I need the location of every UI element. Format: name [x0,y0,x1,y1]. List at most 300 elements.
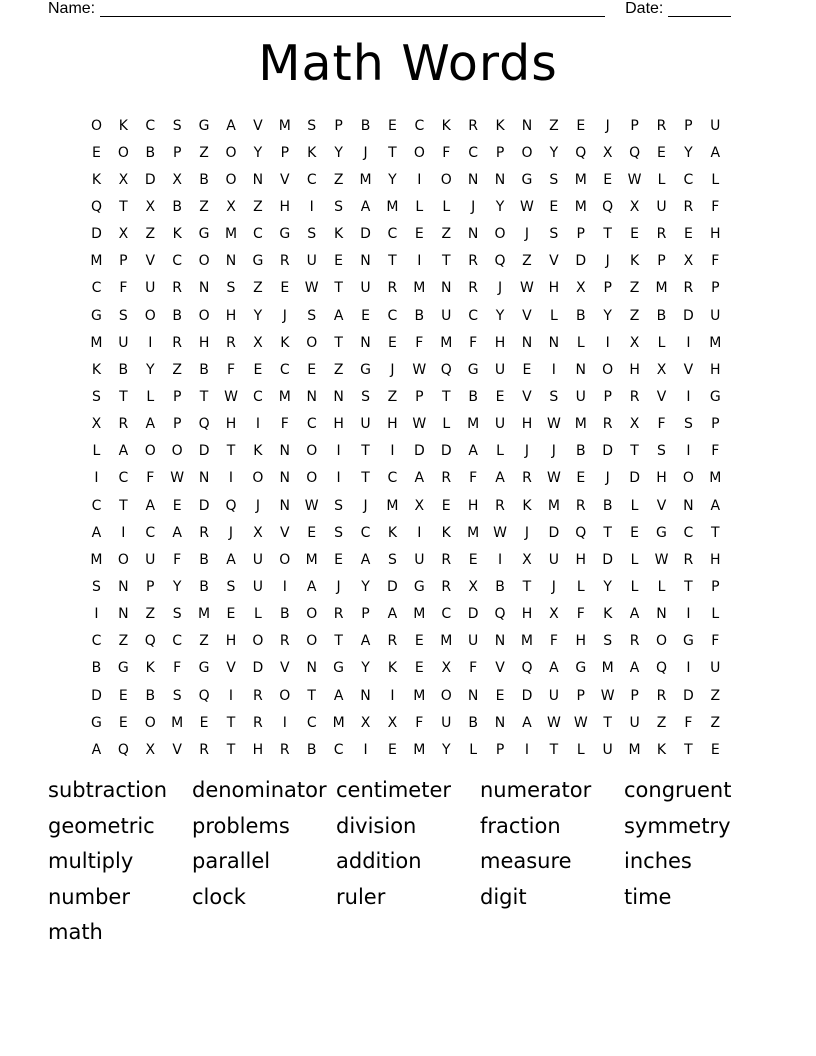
grid-letter: N [467,687,479,704]
grid-letter: T [307,687,316,704]
grid-letter: D [360,226,371,243]
grid-letter: A [549,660,559,677]
grid-letter: S [172,606,182,623]
grid-letter: G [709,388,721,405]
grid-letter: C [468,144,479,161]
grid-letter: I [417,171,422,188]
grid-letter: J [524,226,530,243]
grid-letter: Z [145,606,156,623]
grid-letter: M [413,687,426,704]
grid-letter: Y [388,171,397,188]
grid-letter: T [441,388,451,405]
grid-letter: Z [387,388,398,405]
grid-letter: N [494,171,506,188]
grid-letter: B [656,307,667,324]
grid-letter: S [172,687,182,704]
grid-letter: F [173,551,182,568]
grid-letter: W [546,714,561,731]
grid-letter: C [306,714,317,731]
grid-letter: H [548,280,560,297]
grid-letter: K [172,226,182,243]
grid-letter: Z [172,361,182,378]
grid-letter: Q [575,524,587,541]
grid-letter: C [118,470,129,487]
grid-letter: V [280,171,290,188]
grid-letter: N [521,117,533,134]
grid-letter: E [307,524,317,541]
grid-letter: P [684,117,693,134]
grid-letter: X [629,416,640,433]
grid-letter: N [279,470,291,487]
grid-letter: U [548,551,559,568]
grid-letter: F [173,660,182,677]
grid-letter: E [468,551,478,568]
grid-letter: L [657,334,666,351]
grid-letter: A [118,443,129,460]
grid-letter: X [522,551,532,568]
grid-letter: E [414,633,424,650]
grid-letter: X [226,198,236,215]
grid-letter: S [307,226,317,243]
grid-letter: T [388,144,397,161]
grid-letter: P [172,144,182,161]
grid-letter: I [686,606,691,623]
word-bank-item: centimeter [336,778,452,802]
grid-letter: N [467,171,479,188]
grid-letter: N [198,470,210,487]
grid-letter: M [547,497,560,514]
grid-letter: W [627,171,642,188]
grid-letter: R [495,497,505,514]
grid-letter: U [441,714,452,731]
grid-letter: O [171,443,183,460]
grid-letter: L [496,443,504,460]
grid-letter: B [145,687,156,704]
grid-letter: I [417,524,422,541]
grid-letter: K [656,741,667,758]
grid-letter: S [226,280,236,297]
grid-letter: G [333,660,345,677]
grid-letter: U [548,687,559,704]
grid-letter: R [683,551,694,568]
grid-letter: R [118,416,129,433]
grid-letter: L [630,578,639,595]
grid-letter: J [605,253,610,270]
grid-letter: B [575,307,586,324]
grid-letter: J [497,280,503,297]
grid-letter: B [575,443,586,460]
grid-letter: K [334,226,344,243]
grid-letter: B [199,551,209,568]
grid-letter: T [226,741,236,758]
grid-letter: C [306,416,317,433]
grid-letter: M [628,741,641,758]
grid-letter: V [253,117,263,134]
grid-letter: B [199,578,209,595]
word-bank-item: geometric [48,813,155,838]
grid-letter: Y [361,578,370,595]
grid-letter: P [711,416,720,433]
grid-letter: J [336,578,341,595]
grid-letter: J [228,524,234,541]
grid-letter: S [361,388,370,405]
grid-letter: X [549,606,559,623]
grid-letter: C [468,307,479,324]
grid-letter: W [654,551,669,568]
grid-letter: R [656,117,667,134]
grid-letter: I [336,443,341,460]
grid-letter: N [118,606,129,623]
grid-letter: P [711,280,720,297]
grid-letter: C [91,280,102,297]
grid-letter: X [360,714,371,731]
grid-letter: P [657,253,666,270]
grid-letter: U [710,307,721,324]
grid-letter: O [225,171,237,188]
grid-letter: F [711,253,720,270]
grid-letter: C [441,606,452,623]
grid-letter: Y [361,660,370,677]
grid-letter: K [91,361,102,378]
grid-letter: O [602,361,614,378]
grid-letter: Q [198,416,210,433]
grid-letter: R [468,280,478,297]
grid-letter: X [575,280,586,297]
grid-letter: E [576,117,586,134]
grid-letter: U [118,334,129,351]
grid-letter: M [278,388,291,405]
grid-letter: T [334,280,343,297]
grid-letter: K [495,117,505,134]
grid-letter: Z [253,198,263,215]
grid-letter: I [686,660,691,677]
grid-letter: V [172,741,182,758]
grid-letter: S [307,117,317,134]
grid-letter: E [361,307,370,324]
grid-letter: R [333,606,344,623]
grid-letter: N [306,660,317,677]
grid-letter: H [333,416,344,433]
grid-letter: B [468,388,478,405]
grid-letter: M [90,334,103,351]
grid-letter: N [494,714,506,731]
grid-letter: R [602,416,613,433]
word-bank [48,778,768,956]
grid-letter: T [684,578,693,595]
grid-letter: R [629,388,640,405]
grid-letter: I [282,578,287,595]
grid-letter: Z [199,198,209,215]
grid-letter: X [91,416,102,433]
grid-letter: V [522,388,532,405]
grid-letter: T [226,443,236,460]
grid-letter: M [520,633,533,650]
grid-letter: V [495,660,505,677]
grid-letter: H [225,416,237,433]
grid-letter: N [306,388,317,405]
grid-letter: A [360,198,371,215]
grid-letter: Q [521,660,533,677]
grid-letter: J [363,144,368,161]
grid-letter: A [145,497,156,514]
grid-letter: R [441,551,452,568]
grid-letter: M [601,660,614,677]
grid-letter: E [630,524,639,541]
grid-letter: O [90,117,102,134]
grid-letter: I [336,470,341,487]
grid-letter: R [387,633,398,650]
grid-letter: L [576,334,585,351]
grid-letter: U [360,416,371,433]
grid-letter: I [228,470,234,487]
grid-letter: O [306,633,318,650]
grid-letter: O [306,334,318,351]
grid-letter: T [388,253,397,270]
grid-letter: R [522,470,532,487]
grid-letter: H [252,741,264,758]
grid-letter: N [656,606,667,623]
grid-letter: Z [199,144,209,161]
grid-letter: U [710,117,721,134]
grid-letter: R [279,633,290,650]
grid-letter: X [118,171,129,188]
grid-letter: T [522,578,532,595]
grid-letter: R [441,578,452,595]
grid-letter: Q [629,144,641,161]
grid-letter: Y [603,307,612,324]
grid-letter: P [146,578,155,595]
grid-letter: T [361,443,370,460]
grid-letter: X [683,253,694,270]
grid-letter: P [172,416,182,433]
grid-letter: X [468,578,478,595]
grid-letter: T [549,741,559,758]
grid-letter: C [172,633,183,650]
grid-letter: U [252,578,264,595]
grid-letter: E [414,660,424,677]
grid-letter: F [657,416,666,433]
grid-letter: G [198,117,210,134]
grid-letter: H [575,551,587,568]
grid-letter: O [306,443,318,460]
grid-letter: M [467,416,480,433]
grid-letter: M [709,334,722,351]
grid-letter: I [255,416,260,433]
grid-letter: P [280,144,290,161]
grid-letter: F [469,470,478,487]
grid-letter: O [279,551,291,568]
grid-letter: Y [253,307,263,324]
grid-letter: E [387,334,397,351]
word-bank-item: number [48,884,130,909]
grid-letter: O [521,144,533,161]
grid-letter: N [467,226,479,243]
grid-letter: R [253,714,263,731]
grid-letter: U [306,253,317,270]
grid-letter: G [521,171,533,188]
grid-letter: D [683,307,694,324]
grid-letter: K [441,524,451,541]
grid-letter: R [172,334,183,351]
grid-letter: D [548,524,560,541]
grid-letter: Q [655,660,667,677]
grid-letter: J [551,578,556,595]
grid-letter: H [225,633,237,650]
grid-letter: R [253,687,263,704]
grid-letter: G [252,253,264,270]
grid-letter: I [94,606,99,623]
grid-letter: W [520,198,534,215]
grid-letter: M [198,606,211,623]
grid-letter: J [605,470,610,487]
word-bank-item: time [624,884,672,909]
grid-letter: J [524,443,530,460]
grid-letter: L [711,606,720,623]
grid-letter: X [414,497,425,514]
grid-letter: L [92,443,101,460]
grid-letter: L [415,198,424,215]
grid-letter: D [575,253,587,270]
grid-letter: J [390,361,395,378]
worksheet-header [48,0,740,20]
grid-letter: D [198,497,210,514]
grid-letter: T [684,741,693,758]
grid-letter: V [280,524,290,541]
grid-letter: T [119,388,128,405]
grid-letter: C [387,226,398,243]
grid-letter: G [198,226,210,243]
grid-letter: I [148,334,153,351]
grid-letter: N [279,497,291,514]
page-title: Math Words [258,35,558,92]
grid-letter: G [656,524,667,541]
word-bank-item: inches [624,849,692,874]
grid-letter: C [91,497,102,514]
grid-letter: U [575,388,586,405]
grid-letter: D [387,578,398,595]
word-bank-item: parallel [192,849,271,874]
grid-letter: M [278,117,291,134]
grid-letter: Q [90,198,102,215]
grid-letter: M [386,497,399,514]
grid-letter: L [146,388,155,405]
grid-letter: F [280,416,289,433]
grid-letter: Q [575,144,587,161]
grid-letter: I [551,361,556,378]
grid-letter: J [605,117,610,134]
grid-letter: C [279,361,290,378]
grid-letter: I [390,443,395,460]
grid-letter: A [522,714,532,731]
grid-letter: Z [522,253,532,270]
grid-letter: A [710,144,721,161]
grid-letter: R [656,226,667,243]
grid-letter: K [118,117,128,134]
grid-letter: A [360,551,371,568]
grid-letter: B [468,714,478,731]
grid-letter: Q [440,361,452,378]
grid-letter: Q [602,198,614,215]
grid-letter: S [387,551,397,568]
grid-letter: C [172,253,183,270]
grid-letter: Z [333,361,344,378]
grid-letter: D [602,443,614,460]
grid-letter: V [522,307,532,324]
grid-letter: X [387,714,398,731]
grid-letter: S [657,443,666,460]
grid-letter: M [574,416,587,433]
grid-letter: A [333,307,344,324]
grid-letter: N [252,171,264,188]
grid-letter: Y [495,198,505,215]
grid-letter: K [387,524,398,541]
grid-letter: I [686,388,691,405]
grid-letter: P [172,388,182,405]
grid-letter: N [548,334,560,351]
grid-letter: T [711,524,720,541]
grid-letter: W [573,714,588,731]
grid-letter: F [549,633,558,650]
grid-letter: E [387,117,397,134]
grid-letter: E [387,741,397,758]
grid-letter: W [412,416,427,433]
grid-letter: D [252,660,264,677]
grid-letter: X [145,198,156,215]
grid-letter: Q [198,687,210,704]
grid-letter: Y [495,307,505,324]
grid-letter: U [602,741,613,758]
grid-letter: E [253,361,263,378]
grid-letter: C [387,470,398,487]
grid-letter: H [198,334,210,351]
grid-letter: R [656,687,667,704]
grid-letter: Z [441,226,452,243]
grid-letter: G [117,660,129,677]
grid-letter: F [119,280,128,297]
word-bank-item: multiply [48,849,134,874]
grid-letter: C [306,171,317,188]
grid-letter: M [359,171,372,188]
grid-letter: L [576,578,585,595]
grid-letter: B [602,497,613,514]
grid-letter: E [657,144,666,161]
grid-letter: B [279,606,290,623]
grid-letter: G [198,660,210,677]
grid-letter: C [360,524,371,541]
grid-letter: U [494,361,506,378]
grid-letter: W [520,280,534,297]
grid-letter: M [440,334,453,351]
grid-letter: N [360,334,371,351]
grid-letter: A [414,470,425,487]
grid-letter: C [253,388,263,405]
grid-letter: A [468,443,478,460]
grid-letter: I [605,334,610,351]
grid-letter: B [172,198,182,215]
grid-letter: C [683,171,694,188]
grid-letter: W [546,416,561,433]
grid-letter: A [629,606,640,623]
grid-letter: R [468,253,478,270]
grid-letter: H [710,361,721,378]
grid-letter: P [630,117,639,134]
grid-letter: L [442,198,451,215]
grid-letter: N [333,388,344,405]
grid-letter: P [334,117,343,134]
grid-letter: R [683,280,694,297]
grid-letter: W [412,361,427,378]
grid-letter: O [440,687,452,704]
